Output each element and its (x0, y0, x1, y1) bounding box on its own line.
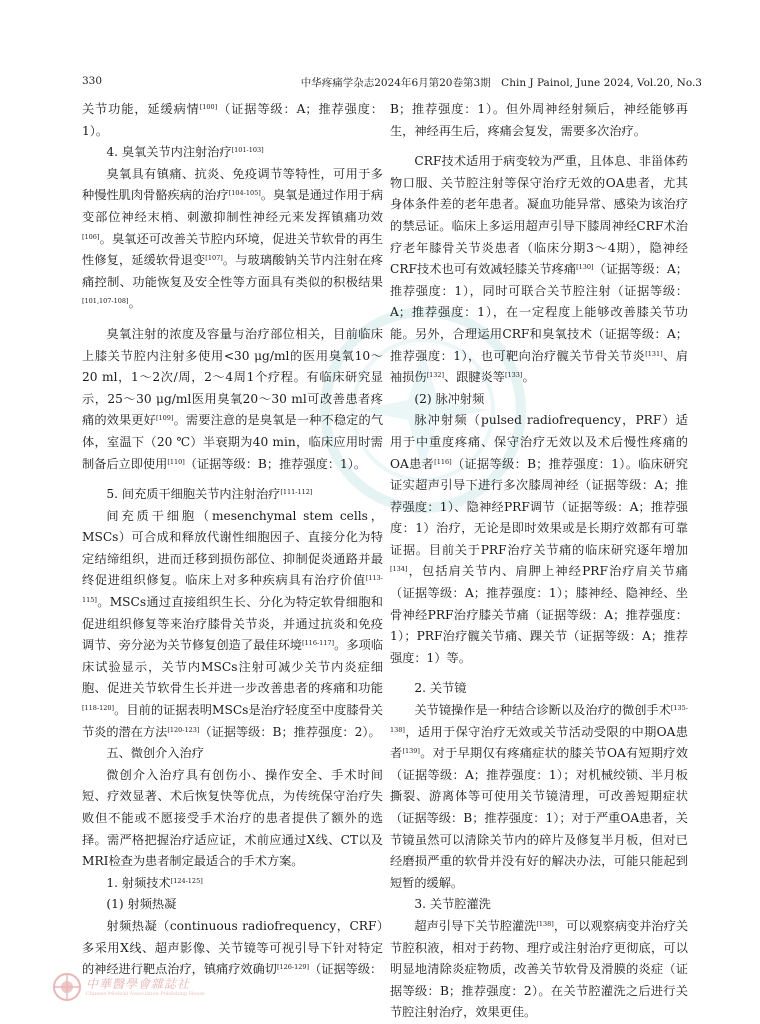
section-heading (82, 873, 383, 895)
citation-ref: [124-125] (170, 876, 203, 885)
citation-ref: [109] (155, 414, 174, 423)
citation-ref: [134] (390, 565, 408, 574)
paragraph-tail: 。MSCs通过直接组织生长、分化为特定软骨细胞和促进组织修复等来治疗膝骨关节炎，并通过抗炎和免疫调节、旁分泌为关节修复创造了最佳环境[116-117]。多项临床试验显示，关节内MSCs注射可减少关节内炎症细胞、促进关节软骨生长并进一步改善患者的疼痛和功能[118-120]。目前的证据表明MSCs是治疗轻度至中度膝骨关节炎的潜在方法[120-123]（证据等级：B；推荐强度：2）。 (82, 595, 384, 739)
paragraph-text: 超声引导下关节腔灌洗 (414, 918, 537, 933)
paragraph (82, 324, 383, 475)
citation-ref: [100] (199, 103, 218, 111)
paragraph (82, 916, 383, 981)
page-number: 330 (82, 75, 103, 87)
paragraph-text: 3. 关节腔灌洗 (414, 897, 491, 912)
paragraph (390, 99, 688, 142)
left-column (82, 99, 383, 981)
citation-ref: [111-112] (280, 488, 313, 497)
citation-ref: [104-105] (228, 189, 261, 198)
citation-ref: [106] (82, 232, 100, 241)
right-column (390, 99, 688, 1024)
publisher-logo-subtitle: Chinese Medical Association Publishing House (86, 991, 205, 997)
paragraph (390, 700, 688, 894)
citation-ref: [135-138] (390, 704, 688, 734)
paragraph-tail: （证据等级： (309, 962, 383, 977)
citation-ref: [116-117] (302, 639, 335, 648)
paragraph (82, 765, 383, 873)
paragraph-tail: （证据等级：A；推荐强度：1）。 (82, 102, 383, 138)
paragraph-text: 五、微创介入治疗 (106, 746, 204, 761)
paragraph (390, 410, 688, 669)
section-heading (82, 894, 383, 916)
paragraph-text: 微创介入治疗具有创伤小、操作安全、手术时间短、疗效显著、术后恢复快等优点，为传统保守治疗失败但不能或不愿接受手术治疗的患者提供了额外的选择。需严格把握治疗适应证，术前应通过X线、CT以及MRI检查为患者制定最适合的手术方案。 (82, 767, 383, 869)
paragraph-text: 关节功能，延缓病情 (82, 102, 200, 116)
citation-ref: [101-103] (231, 146, 264, 155)
paragraph-text: 5. 间充质干细胞关节内注射治疗 (106, 487, 281, 502)
citation-ref: [107] (205, 254, 223, 263)
paragraph-text: 4. 臭氧关节内注射治疗 (106, 145, 232, 160)
citation-ref: [131] (645, 349, 663, 358)
citation-ref: [132] (426, 371, 445, 380)
paragraph (82, 506, 383, 744)
paragraph-text: B；推荐强度：1）。但外周神经射频后，神经能够再生，神经再生后，疼痛会复发，需要多次治疗。 (390, 102, 688, 138)
journal-header: 中华疼痛学杂志2024年6月第20卷第3期 Chin J Painol, June 2024, Vol.20, No.3 (300, 77, 702, 89)
paragraph-text: 2. 关节镜 (414, 681, 467, 696)
paragraph-text: CRF技术适用于病变较为严重，且体息、非甾体药物口服、关节腔注射等保守治疗无效的OA患者，尤其身体条件差的老年患者。凝血功能异常、感染为该治疗的禁忌证。临床上多运用超声引导下膝周神经CRF术治疗老年膝骨关节炎患者（临床分期3～4期），隐神经CRF技术也可有效减轻膝关节疼痛 (390, 154, 688, 277)
paragraph-text: 臭氧具有镇痛、抗炎、免疫调节等特性，可用于多种慢性肌肉骨骼疾病的治疗 (82, 166, 383, 203)
paragraph-text: 脉冲射频（pulsed radiofrequency，PRF）适用于中重度疼痛、保守治疗无效以及术后慢性疼痛的OA患者 (390, 413, 688, 471)
citation-ref: [130] (576, 263, 594, 272)
paragraph-tail: 。需要注意的是臭氧是一种不稳定的气体，室温下（20 ℃）半衰期为40 min，临床应用时需制备后立即使用[110]（证据等级：B；推荐强度：1）。 (82, 413, 384, 471)
citation-ref: [126-129] (277, 963, 310, 972)
paragraph (82, 99, 383, 142)
citation-ref: [120-123] (167, 725, 200, 734)
section-heading (82, 743, 383, 765)
paragraph (390, 916, 688, 1024)
paragraph-text: (2) 脉冲射频 (414, 391, 485, 406)
citation-ref: [133] (504, 371, 523, 380)
paragraph-tail: ，适用于保守治疗无效或关节活动受限的中期OA患者[139]。对于早期仅有疼痛症状的膝关节OA有短期疗效（证据等级：A；推荐强度：1）；对机械绞锁、半月板撕裂、游离体等可使用关节镜清理，可改善短期症状（证据等级：B；推荐强度：1）；对于严重OA患者，关节镜虽然可以清除关节内的碎片及修复半月板，但对已经磨损严重的软骨并没有好的解决办法，可能只能起到短暂的缓解。 (390, 724, 688, 890)
paragraph-text: 射频热凝（continuous radiofrequency，CRF）多采用X线、超声影像、关节镜等可视引导下针对特定的神经进行靶点治疗，镇痛疗效确切 (82, 918, 383, 977)
paragraph-text: 关节镜操作是一种结合诊断以及治疗的微创手术 (414, 703, 671, 718)
paragraph-tail: ，可以观察病变并治疗关节腔积液，相对于药物、理疗或注射治疗更彻底，可以明显地清除炎症物质，改善关节软骨及滑膜的炎症（证据等级：B；推荐强度：2）。在关节腔灌洗之后进行关节腔注射治疗，效果更佳。 (390, 918, 689, 1020)
paragraph-text: 间充质干细胞（mesenchymal stem cells，MSCs）可合成和释放代谢性细胞因子、直接分化为特定结缔组织，进而迁移到损伤部位、抑制促炎通路并最终促进组织修复。临床上对多种疾病具有治疗价值 (82, 508, 383, 588)
publisher-logo-text: 中華醫學會雜誌社 (86, 977, 191, 991)
citation-ref: [116] (434, 457, 452, 466)
section-heading (390, 389, 688, 411)
section-heading (390, 678, 688, 700)
paragraph-text: (1) 射频热凝 (106, 897, 177, 912)
citation-ref: [138] (536, 919, 554, 928)
paragraph-text: 1. 射频技术 (106, 875, 171, 890)
paragraph-tail: 。臭氧是通过作用于病变部位神经末梢、刺激抑制性神经元来发挥镇痛功效[106]。臭氧还可改善关节腔内环境，促进关节软骨的再生性修复，延缓软骨退变[107]。与玻璃酸钠关节内注射在疼痛控制、功能恢复及安全性等方面具有类似的积极结果[101,107-108]。 (82, 188, 384, 311)
citation-ref: [110] (167, 457, 185, 466)
citation-ref: [113-115] (82, 574, 383, 605)
paragraph-tail: （证据等级：B；推荐强度：1）。临床研究证实超声引导下进行多次膝周神经（证据等级：A；推荐强度：1）、隐神经PRF调节（证据等级：A；推荐强度：1）治疗，无论是即时效果或是长期疗效都有可靠证据。目前关于PRF治疗关节痛的临床研究逐年增加[134]，包括肩关节内、肩胛上神经PRF治疗肩关节痛（证据等级：A；推荐强度：1）；膝神经、隐神经、坐骨神经PRF治疗膝关节痛（证据等级：A；推荐强度：1）；PRF治疗髋关节痛、踝关节（证据等级：A；推荐强度：1）等。 (390, 456, 688, 665)
paragraph (390, 151, 688, 389)
section-heading (82, 142, 383, 164)
paragraph (82, 164, 383, 315)
section-heading (82, 484, 383, 506)
paragraph-text: 臭氧注射的浓度及容量与治疗部位相关，目前临床上膝关节腔内注射多使用<30 μg/ml的医用臭氧10～20 ml，1～2次/周，2～4周1个疗程。有临床研究显示，25～30 μg/ml医用臭氧20～30 ml可改善患者疼痛的效果更好 (82, 326, 383, 428)
citation-ref: [118-120] (82, 704, 115, 713)
section-heading (390, 894, 688, 916)
citation-ref: [101,107-108] (82, 297, 129, 306)
paragraph-tail: （证据等级：A；推荐强度：1），同时可联合关节腔注射（证据等级：A；推荐强度：1），在一定程度上能够改善膝关节功能。另外，合理运用CRF和臭氧技术（证据等级：A；推荐强度：1），也可靶向治疗髋关节骨关节炎[131]、肩袖损伤[132]、跟腱炎等[133]。 (390, 262, 689, 385)
citation-ref: [139] (402, 747, 420, 756)
publisher-seal-icon (52, 972, 82, 1002)
